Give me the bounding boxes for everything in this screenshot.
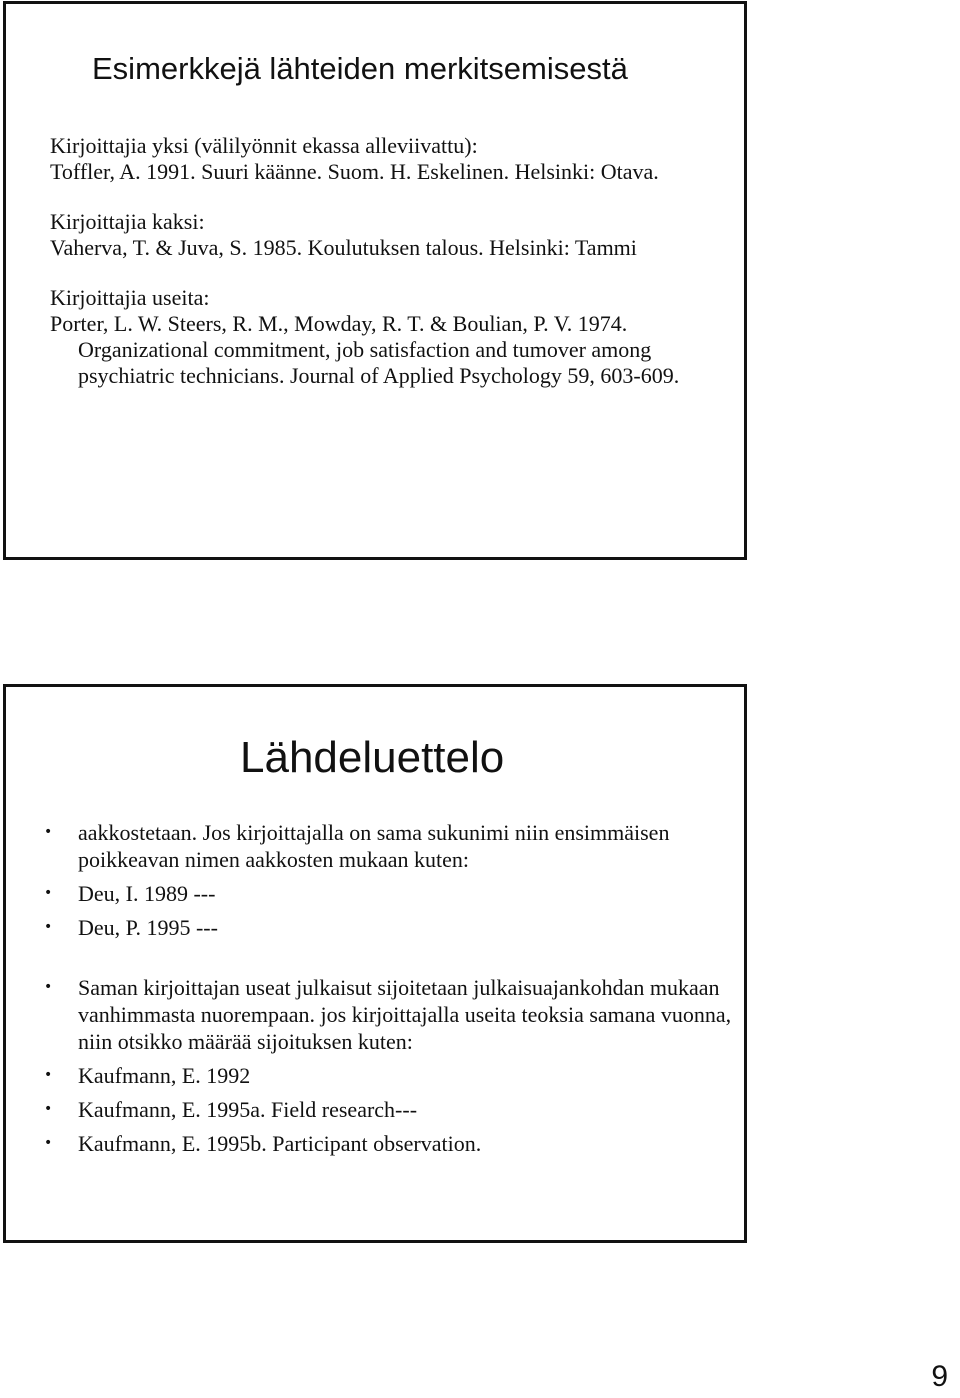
list-item (44, 1096, 734, 1123)
reference-example-one-author (50, 133, 730, 185)
slide-body (50, 133, 730, 413)
bullet-icon: • (44, 1101, 53, 1117)
reference-example-many-authors (50, 285, 730, 389)
bullet-icon: • (44, 824, 53, 840)
bullet-icon: • (44, 979, 53, 995)
bullet-list (44, 819, 734, 1157)
list-item (44, 1062, 734, 1089)
list-item (44, 1130, 734, 1157)
list-item (44, 914, 734, 941)
reference-entry: Vaherva, T. & Juva, S. 1985. Koulutuksen talous. Helsinki: Tammi (50, 235, 637, 260)
reference-entry: Porter, L. W. Steers, R. M., Mowday, R. T. & Boulian, P. V. 1974. Organizational commitment, job satisfaction and tumover among psychiatric technicians. Journal of Applied Psychology 59, 603-609. (50, 311, 680, 388)
bullet-icon: • (44, 885, 53, 901)
reference-heading: Kirjoittajia useita: (50, 285, 210, 310)
slide-title: Esimerkkejä lähteiden merkitsemisestä (92, 51, 628, 86)
bullet-icon: • (44, 919, 53, 935)
list-item (44, 974, 734, 1055)
list-item-text: Kaufmann, E. 1995b. Participant observation. (78, 1131, 482, 1156)
bullet-icon: • (44, 1067, 53, 1083)
list-item-text: Kaufmann, E. 1995a. Field research--- (78, 1097, 418, 1122)
slide-examples (3, 1, 747, 560)
slide-bibliography (3, 684, 747, 1243)
reference-entry: Toffler, A. 1991. Suuri käänne. Suom. H. Eskelinen. Helsinki: Otava. (50, 159, 659, 184)
bullet-icon: • (44, 1135, 53, 1151)
list-item-text: aakkostetaan. Jos kirjoittajalla on sama sukunimi niin ensimmäisen poikkeavan nimen aakkosten mukaan kuten: (78, 820, 670, 872)
reference-heading: Kirjoittajia kaksi: (50, 209, 205, 234)
list-item-text: Deu, I. 1989 --- (78, 881, 216, 906)
reference-example-two-authors (50, 209, 730, 261)
reference-heading: Kirjoittajia yksi (välilyönnit ekassa alleviivattu): (50, 133, 478, 158)
list-item-text: Saman kirjoittajan useat julkaisut sijoitetaan julkaisuajankohdan mukaan vanhimmasta nuorempaan. jos kirjoittajalla useita teoksia samana vuonna, niin otsikko määrää sijoituksen kuten: (78, 975, 732, 1054)
slide-title: Lähdeluettelo (240, 733, 505, 782)
page-number: 9 (931, 1360, 948, 1393)
list-item (44, 880, 734, 907)
list-item (44, 819, 734, 873)
list-item-text: Kaufmann, E. 1992 (78, 1063, 251, 1088)
list-item-text: Deu, P. 1995 --- (78, 915, 218, 940)
slide-body (44, 819, 734, 1164)
